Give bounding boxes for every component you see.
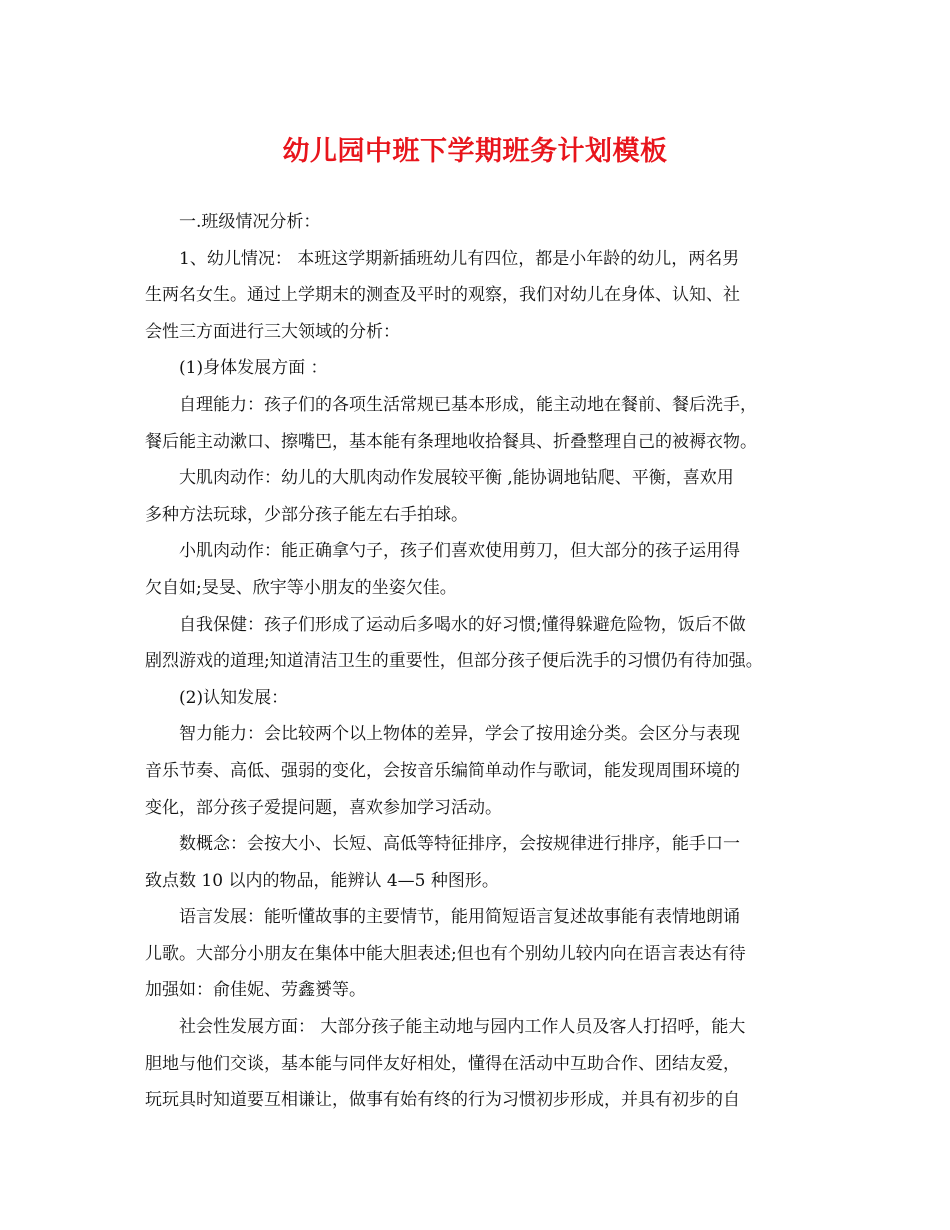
- text-line: 致点数 10 以内的物品，能辨认 4—5 种图形。: [145, 870, 499, 891]
- text-line: 儿歌。大部分小朋友在集体中能大胆表述;但也有个别幼儿较内向在语言表达有待: [145, 943, 746, 964]
- text-line: 自理能力：孩子们的各项生活常规已基本形成，能主动地在餐前、餐后洗手，: [179, 394, 757, 415]
- paragraph-social-development: [145, 1009, 825, 1119]
- text-line: 1、幼儿情况： 本班这学期新插班幼儿有四位，都是小年龄的幼儿，两名男: [179, 248, 740, 269]
- text-line: 一.班级情况分析：: [179, 212, 321, 232]
- document-body: [145, 204, 825, 1119]
- text-line: 多种方法玩球，少部分孩子能左右手拍球。: [145, 504, 468, 525]
- paragraph-cognitive-heading: [145, 680, 825, 717]
- text-line: 大肌肉动作：幼儿的大肌肉动作发展较平衡 ,能协调地钻爬、平衡，喜欢用: [179, 468, 734, 489]
- text-line: 社会性发展方面： 大部分孩子能主动地与园内工作人员及客人打招呼，能大: [179, 1017, 746, 1038]
- paragraph-intelligence: [145, 716, 825, 826]
- text-line: 语言发展：能听懂故事的主要情节，能用简短语言复述故事能有表情地朗诵: [179, 907, 740, 928]
- paragraph-self-care: [145, 387, 825, 460]
- paragraph-physical-heading: [145, 350, 825, 387]
- text-line: 胆地与他们交谈，基本能与同伴友好相处，懂得在活动中互助合作、团结友爱，: [145, 1053, 740, 1074]
- paragraph-gross-motor: [145, 460, 825, 533]
- text-line: 生两名女生。通过上学期末的测查及平时的观察，我们对幼儿在身体、认知、社: [145, 285, 740, 306]
- paragraph-number-concept: [145, 826, 825, 899]
- text-line: 变化，部分孩子爱提问题，喜欢参加学习活动。: [145, 797, 502, 818]
- paragraph-class-analysis-heading: [145, 204, 825, 241]
- text-line: 智力能力：会比较两个以上物体的差异，学会了按用途分类。会区分与表现: [179, 724, 740, 745]
- text-line: 玩玩具时知道要互相谦让，做事有始有终的行为习惯初步形成，并具有初步的自: [145, 1090, 740, 1111]
- paragraph-children-situation: [145, 241, 825, 351]
- text-line: (2)认知发展：: [179, 687, 289, 708]
- text-line: 自我保健：孩子们形成了运动后多喝水的好习惯;懂得躲避危险物，饭后不做: [179, 614, 746, 635]
- text-line: 加强如：俞佳妮、劳鑫赟等。: [145, 980, 366, 1001]
- text-line: 欠自如;旻旻、欣宇等小朋友的坐姿欠佳。: [145, 577, 457, 598]
- paragraph-self-protection: [145, 607, 825, 680]
- text-line: 会性三方面进行三大领域的分析：: [145, 321, 400, 342]
- text-line: 剧烈游戏的道理;知道清洁卫生的重要性，但部分孩子便后洗手的习惯仍有待加强。: [145, 651, 763, 672]
- text-line: 音乐节奏、高低、强弱的变化，会按音乐编简单动作与歌词，能发现周围环境的: [145, 760, 740, 781]
- text-line: 餐后能主动漱口、擦嘴巴，基本能有条理地收拾餐具、折叠整理自己的被褥衣物。: [145, 431, 757, 452]
- paragraph-language: [145, 899, 825, 1009]
- text-line: (1)身体发展方面 ：: [179, 358, 328, 379]
- text-line: 小肌肉动作：能正确拿勺子，孩子们喜欢使用剪刀，但大部分的孩子运用得: [179, 541, 740, 562]
- text-line: 数概念：会按大小、长短、高低等特征排序，会按规律进行排序，能手口一: [179, 834, 740, 855]
- document-title: 幼儿园中班下学期班务计划模板: [282, 136, 668, 167]
- paragraph-fine-motor: [145, 533, 825, 606]
